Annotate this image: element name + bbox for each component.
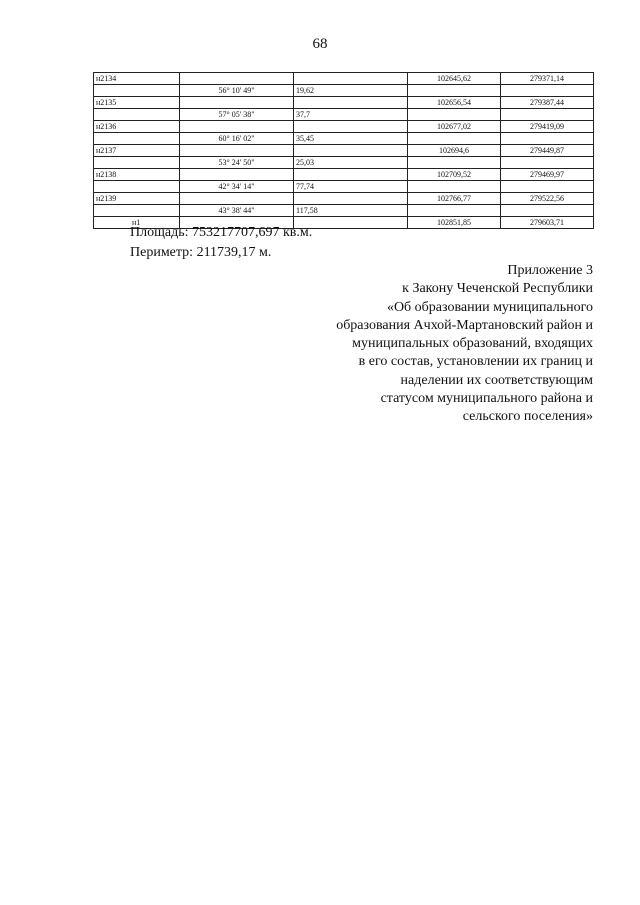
appendix-line: статусом муниципального района и (380, 391, 593, 407)
y-coordinate-cell: 279469,97 (501, 169, 594, 181)
appendix-heading (273, 262, 593, 427)
distance-cell: 37,7 (294, 109, 408, 121)
x-coordinate-cell (408, 109, 501, 121)
x-coordinate-cell: 102677,02 (408, 121, 501, 133)
distance-cell (294, 73, 408, 85)
table-row (94, 145, 594, 157)
distance-cell: 35,45 (294, 133, 408, 145)
distance-cell: 19,62 (294, 85, 408, 97)
x-coordinate-cell: 102645,62 (408, 73, 501, 85)
point-cell: н1 (94, 217, 180, 229)
angle-cell (180, 193, 294, 205)
x-coordinate-cell: 102709,52 (408, 169, 501, 181)
y-coordinate-cell: 279371,14 (501, 73, 594, 85)
point-cell (94, 205, 180, 217)
coordinates-table-body (94, 73, 594, 229)
y-coordinate-cell: 279449,87 (501, 145, 594, 157)
y-coordinate-cell (501, 85, 594, 97)
table-row (94, 169, 594, 181)
table-row (94, 97, 594, 109)
angle-cell (180, 97, 294, 109)
y-coordinate-cell: 279603,71 (501, 217, 594, 229)
y-coordinate-cell: 279522,56 (501, 193, 594, 205)
appendix-line: муниципальных образований, входящих (352, 336, 593, 352)
x-coordinate-cell (408, 85, 501, 97)
x-coordinate-cell: 102851,85 (408, 217, 501, 229)
page-number: 68 (312, 36, 328, 52)
table-row (94, 121, 594, 133)
appendix-line: к Закону Чеченской Республики (402, 281, 593, 297)
angle-cell: 53° 24' 50" (180, 157, 294, 169)
appendix-line: образования Ачхой-Мартановский район и (336, 317, 593, 333)
x-coordinate-cell (408, 133, 501, 145)
table-row (94, 193, 594, 205)
y-coordinate-cell (501, 157, 594, 169)
y-coordinate-cell (501, 133, 594, 145)
angle-cell: 56° 10' 49" (180, 85, 294, 97)
appendix-line: наделении их соответствующим (400, 372, 593, 388)
x-coordinate-cell (408, 157, 501, 169)
y-coordinate-cell: 279419,09 (501, 121, 594, 133)
point-cell: н2136 (94, 121, 180, 133)
distance-cell: 77,74 (294, 181, 408, 193)
point-cell: н2134 (94, 73, 180, 85)
point-cell: н2138 (94, 169, 180, 181)
distance-cell (294, 121, 408, 133)
table-row (94, 73, 594, 85)
table-row (94, 85, 594, 97)
point-cell (94, 133, 180, 145)
angle-cell: 42° 34' 14" (180, 181, 294, 193)
point-cell: н2137 (94, 145, 180, 157)
angle-cell (180, 121, 294, 133)
point-cell (94, 85, 180, 97)
distance-cell: 25,03 (294, 157, 408, 169)
point-cell (94, 181, 180, 193)
y-coordinate-cell: 279387,44 (501, 97, 594, 109)
table-row (94, 205, 594, 217)
y-coordinate-cell (501, 109, 594, 121)
distance-cell (294, 169, 408, 181)
x-coordinate-cell: 102766,77 (408, 193, 501, 205)
perimeter-text: Периметр: 211739,17 м. (130, 245, 272, 260)
y-coordinate-cell (501, 181, 594, 193)
table-row (94, 181, 594, 193)
x-coordinate-cell: 102656,54 (408, 97, 501, 109)
angle-cell (180, 169, 294, 181)
point-cell (94, 109, 180, 121)
point-cell (94, 157, 180, 169)
table-row (94, 157, 594, 169)
appendix-line: сельского поселения» (462, 409, 593, 425)
point-cell: н2135 (94, 97, 180, 109)
x-coordinate-cell (408, 181, 501, 193)
distance-cell: 117,58 (294, 205, 408, 217)
angle-cell: 57° 05' 38" (180, 109, 294, 121)
table-row (94, 133, 594, 145)
y-coordinate-cell (501, 205, 594, 217)
distance-cell (294, 145, 408, 157)
appendix-line: в его состав, установлении их границ и (358, 354, 593, 370)
distance-cell (294, 97, 408, 109)
point-cell: н2139 (94, 193, 180, 205)
angle-cell (180, 145, 294, 157)
angle-cell (180, 73, 294, 85)
area-text: Площадь: 753217707,697 кв.м. (130, 225, 313, 240)
table-row (94, 109, 594, 121)
angle-cell: 43° 38' 44" (180, 205, 294, 217)
appendix-line: Приложение 3 (507, 263, 593, 278)
x-coordinate-cell: 102694,6 (408, 145, 501, 157)
distance-cell (294, 193, 408, 205)
angle-cell: 60° 16' 02" (180, 133, 294, 145)
appendix-line: «Об образовании муниципального (386, 299, 593, 315)
coordinates-table (93, 72, 594, 229)
x-coordinate-cell (408, 205, 501, 217)
